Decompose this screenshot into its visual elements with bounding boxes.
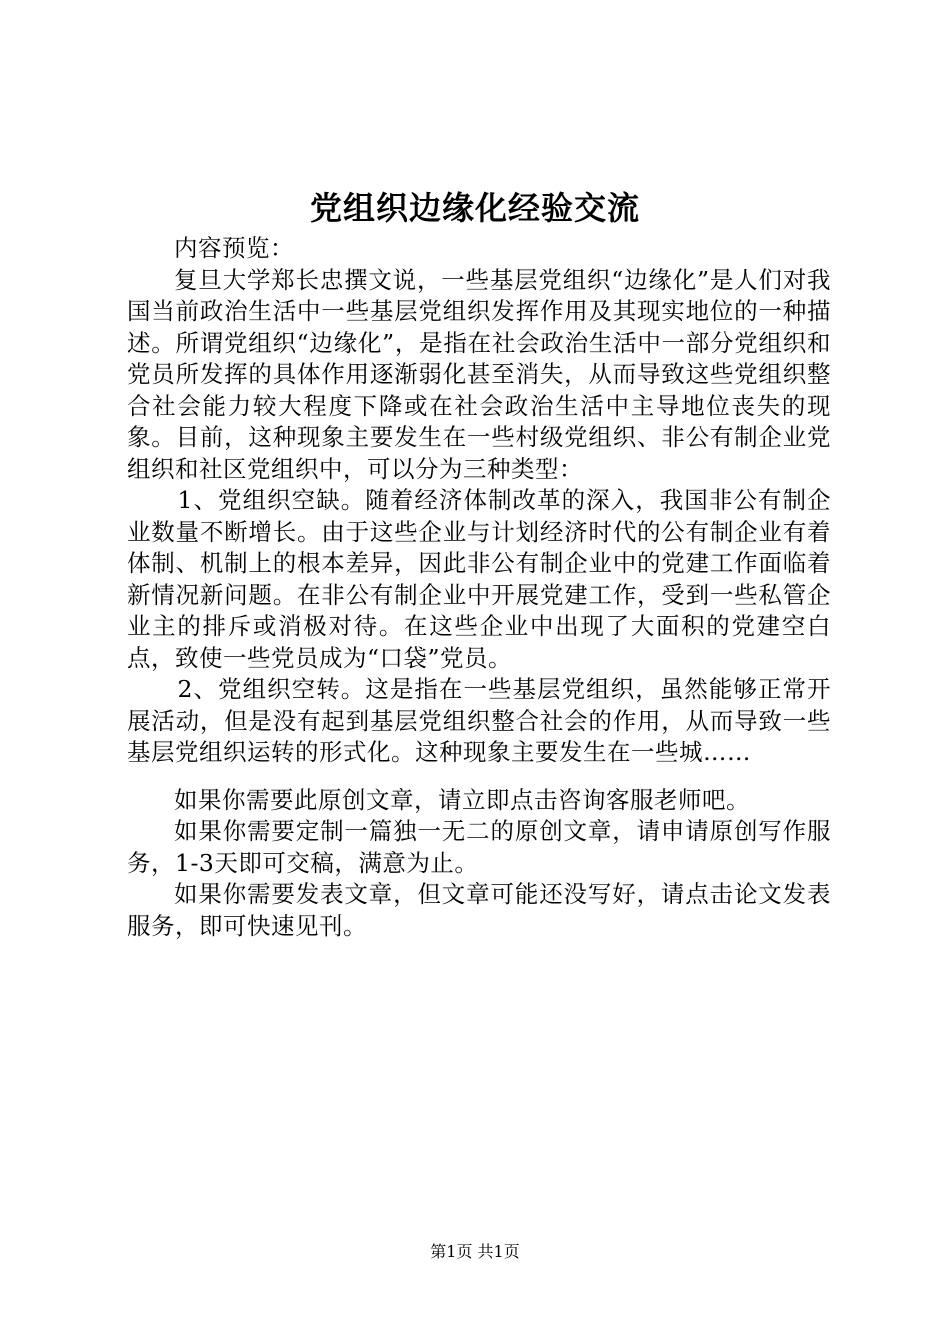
page-number-footer: 第1页 共1页 bbox=[430, 1242, 520, 1261]
notice-publishing: 如果你需要发表文章，但文章可能还没写好，请点击论文发表服务，即可快速见刊。 bbox=[127, 880, 831, 940]
notice-custom-writing: 如果你需要定制一篇独一无二的原创文章，请申请原创写作服务，1-3天即可交稿，满意为止。 bbox=[127, 817, 831, 877]
body-paragraph-intro: 复旦大学郑长忠撰文说，一些基层党组织“边缘化”是人们对我国当前政治生活中一些基层党组织发挥作用及其现实地位的一种描述。所谓党组织“边缘化”，是指在社会政治生活中一部分党组织和党员所发挥的具体作用逐渐弱化甚至消失，从而导致这些党组织整合社会能力较大程度下降或在社会政治生活中主导地位丧失的现象。目前，这种现象主要发生在一些村级党组织、非公有制企业党组织和社区党组织中，可以分为三种类型： bbox=[127, 265, 831, 483]
body-paragraph-type-2: 2、党组织空转。这是指在一些基层党组织，虽然能够正常开展活动，但是没有起到基层党组织整合社会的作用，从而导致一些基层党组织运转的形式化。这种现象主要发生在一些城…… bbox=[127, 675, 831, 766]
preview-label: 内容预览： bbox=[174, 234, 294, 262]
document-body bbox=[127, 233, 831, 942]
body-paragraph-type-1: 1、党组织空缺。随着经济体制改革的深入，我国非公有制企业数量不断增长。由于这些企业与计划经济时代的公有制企业有着体制、机制上的根本差异，因此非公有制企业中的党建工作面临着新情况新问题。在非公有制企业中开展党建工作，受到一些私管企业主的排斥或消极对待。在这些企业中出现了大面积的党建空白点，致使一些党员成为“口袋”党员。 bbox=[127, 486, 831, 672]
document-title: 党组织边缘化经验交流 bbox=[309, 189, 640, 227]
notice-consult: 如果你需要此原创文章，请立即点击咨询客服老师吧。 bbox=[174, 785, 750, 814]
